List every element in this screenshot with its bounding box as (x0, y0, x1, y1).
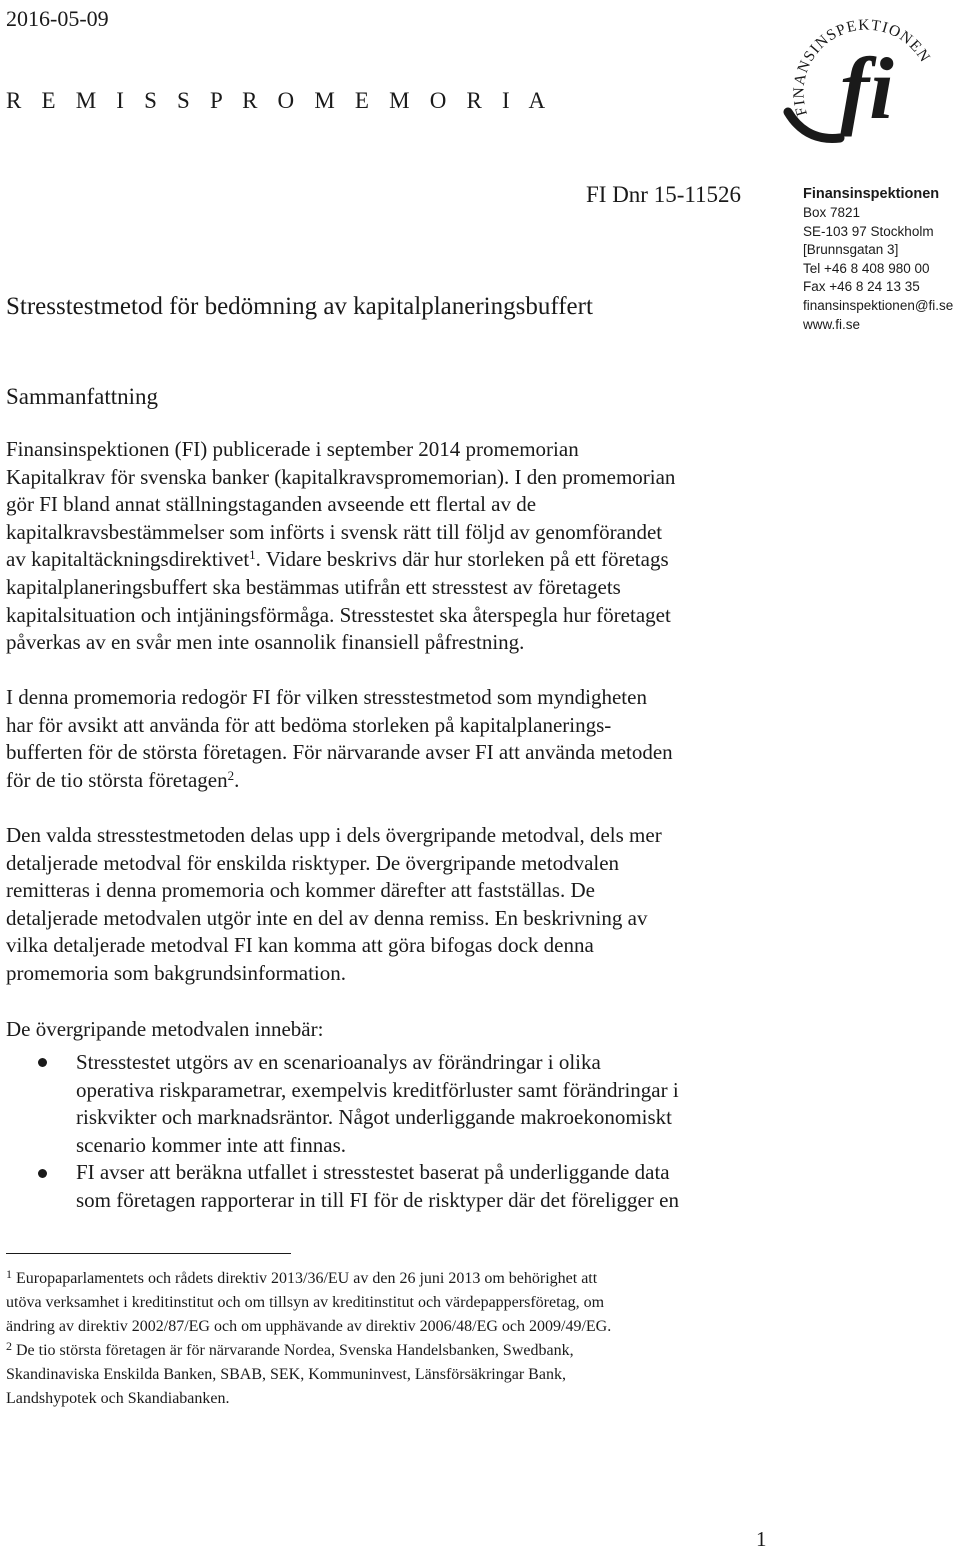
text-line: Kapitalkrav för svenska banker (kapitalkravspromemorian). I den promemorian (6, 464, 676, 489)
footnotes (6, 1267, 611, 1411)
text-line: detaljerade metodval för enskilda risktyper. De övergripande metodvalen (6, 850, 620, 875)
contact-postal: SE-103 97 Stockholm (803, 223, 934, 239)
text-fragment: Europaparlamentets och rådets direktiv 2013/36/EU av den 26 juni 2013 om behörighet att (16, 1270, 598, 1287)
text-line: operativa riskparametrar, exempelvis kreditförluster samt förändringar i (76, 1077, 679, 1102)
contact-website: www.fi.se (803, 316, 861, 332)
text-line: som företagen rapporterar in till FI för de risktyper där det föreligger en (76, 1187, 679, 1212)
text-line: Den valda stresstestmetoden delas upp i dels övergripande metodval, dels mer (6, 823, 662, 847)
svg-text:fi: fi (840, 41, 894, 138)
paragraph-1 (6, 436, 675, 657)
footnote-ref-1[interactable]: 1 (249, 547, 256, 563)
text-line: remitteras i denna promemoria och kommer därefter att fastställas. De (6, 878, 595, 903)
contact-address: Box 7821 (803, 205, 861, 220)
bullet-icon (38, 1169, 47, 1178)
contact-email: finansinspektionen@fi.se (803, 297, 954, 313)
text-line: har för avsikt att använda för att bedöma storleken på kapitalplanerings- (6, 712, 612, 737)
footnote-number-1: 1 (6, 1267, 12, 1281)
footnote-1-line: ändring av direktiv 2002/87/EG och om upphävande av direktiv 2006/48/EG och 2009/49/EG. (6, 1318, 612, 1335)
text-fragment: De tio största företagen är för närvarande Nordea, Svenska Handelsbanken, Swedbank, (16, 1342, 574, 1359)
text-fragment: för de tio största företagen (6, 767, 228, 792)
page-number: 1 (756, 1527, 767, 1551)
text-line: bufferten för de största företagen. För närvarande avser FI att använda metoden (6, 740, 673, 765)
paragraph-2 (6, 684, 673, 794)
contact-phone: Tel +46 8 408 980 00 (803, 260, 930, 276)
text-line: vilka detaljerade metodval FI kan komma att göra bifogas dock denna (6, 933, 594, 958)
text-line: Stresstestet utgörs av en scenarioanalys av förändringar i olika (76, 1050, 601, 1074)
footnote-2-line (6, 1339, 611, 1363)
section-heading: Sammanfattning (6, 384, 159, 409)
text-fragment: av kapitaltäckningsdirektivet (6, 547, 250, 572)
finansinspektionen-logo (782, 0, 954, 145)
svg-text:FINANSINSPEKTIONEN: FINANSINSPEKTIONEN (790, 16, 934, 118)
text-fragment: . Vidare beskrivs där hur storleken på ett företags (255, 547, 669, 572)
text-line: kapitalplaneringsbuffert ska bestämmas utifrån ett stresstest av företagets (6, 574, 621, 599)
contact-block (803, 184, 953, 334)
text-line: gör FI bland annat ställningstaganden avseende ett flertal av de (6, 492, 537, 517)
footnote-1-line (6, 1267, 611, 1291)
document-type: R E M I S S P R O M E M O R I A (6, 88, 553, 113)
text-line: kapitalkravsbestämmelser som införts i svensk rätt till följd av genomförandet (6, 519, 663, 544)
contact-fax: Fax +46 8 24 13 35 (803, 279, 920, 295)
footnote-2-line: Landshypotek och Skandiabanken. (6, 1390, 230, 1407)
paragraph-4: De övergripande metodvalen innebär: (6, 1017, 324, 1041)
contact-street: [Brunnsgatan 3] (803, 242, 899, 258)
text-line (6, 767, 673, 795)
footnote-1-line: utöva verksamhet i kreditinstitut och om tillsyn av kreditinstitut och värdepappersföretag, om (6, 1294, 605, 1311)
list-item (76, 1159, 679, 1214)
document-title: Stresstestmetod för bedömning av kapitalplaneringsbuffert (6, 293, 593, 320)
footnote-ref-2[interactable]: 2 (227, 767, 235, 783)
footnote-number-2: 2 (6, 1339, 12, 1353)
text-line: kapitalsituation och intjäningsförmåga. Stresstestet ska återspegla hur företaget (6, 602, 671, 627)
bullet-icon (38, 1058, 47, 1067)
text-line: detaljerade metodvalen utgör inte en del av denna remiss. En beskrivning av (6, 905, 648, 930)
paragraph-3 (6, 822, 662, 988)
footnote-divider (6, 1253, 291, 1254)
document-date: 2016-05-09 (6, 6, 109, 31)
text-line: riskvikter och marknadsräntor. Något underliggande makroekonomiskt (76, 1105, 673, 1130)
text-line: I denna promemoria redogör FI för vilken stresstestmetod som myndigheten (6, 685, 647, 709)
document-reference: FI Dnr 15-11526 (586, 182, 742, 207)
list-item (76, 1049, 679, 1159)
bullet-list (76, 1049, 679, 1215)
text-line: påverkas av en svår men inte osannolik finansiell påfrestning. (6, 630, 525, 655)
text-line: promemoria som bakgrundsinformation. (6, 960, 347, 985)
contact-org: Finansinspektionen (803, 186, 940, 202)
text-fragment: . (234, 767, 240, 792)
footnote-2-line: Skandinaviska Enskilda Banken, SBAB, SEK, Kommuninvest, Länsförsäkringar Bank, (6, 1366, 566, 1383)
text-line: scenario kommer inte att finnas. (76, 1132, 346, 1157)
text-line: Finansinspektionen (FI) publicerade i september 2014 promemorian (6, 437, 579, 461)
text-line: FI avser att beräkna utfallet i stresstestet baserat på underliggande data (76, 1160, 670, 1185)
text-line (6, 546, 675, 574)
